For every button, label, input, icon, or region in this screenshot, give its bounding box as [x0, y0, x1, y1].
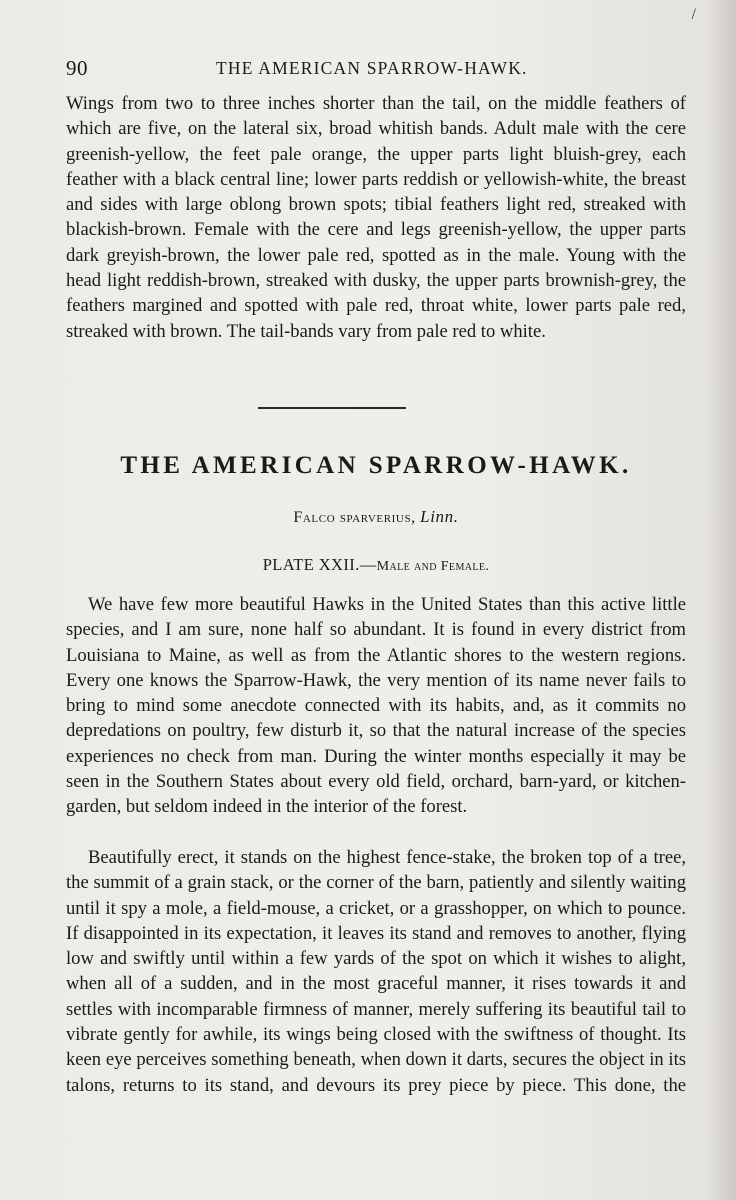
section-heading: THE AMERICAN SPARROW-HAWK.: [120, 452, 632, 479]
page-edge-shadow: [706, 0, 736, 1200]
corner-mark: /: [691, 6, 696, 23]
plate-number: PLATE XXII.—: [262, 555, 377, 574]
running-title: THE AMERICAN SPARROW-HAWK.: [216, 58, 528, 78]
plate-subject: Male and Female.: [376, 559, 490, 574]
running-head: [66, 56, 688, 82]
page-number: 90: [66, 56, 88, 80]
plate-caption: [66, 555, 686, 575]
description-paragraph: Wings from two to three inches shorter than the tail, on the middle feathers of which are five, on the lateral six, broad whitish bands. Adult male with the cere greenish-yellow, the feet pale orange, the upper parts light bluish-grey, each feather with a black central line; lower parts reddish or yellowish-white, the breast and sides with large oblong brown spots; tibial feathers light red, streaked with blackish-brown. Female with the cere and legs greenish-yellow, the upper parts dark greyish-brown, the lower pale red, spotted as in the male. Young with the head light reddish-brown, streaked with dusky, the upper parts brownish-grey, the feathers margined and spotted with pale red, throat white, lower parts pale red, streaked with brown. The tail-bands vary from pale red to white.: [66, 93, 686, 342]
body-paragraph-1: We have few more beautiful Hawks in the United States than this active little species, and I am sure, none half so abundant. It is found in every district from Louisiana to Maine, as well as from the Atlantic shores to the western regions. Every one knows the Sparrow-Hawk, the very mention of its name never fails to bring to mind some anecdote connected with its habits, and, as it commits no depredations on poultry, few disturb it, so that the natural increase of the species experiences no check from man. During the winter months especially it may be seen in the Southern States about every old field, orchard, barn-yard, or kitchen-garden, but seldom indeed in the interior of the forest.: [66, 594, 686, 818]
scientific-name: Falco sparverius,: [293, 509, 416, 526]
section-divider: [258, 407, 406, 409]
species-authority: Linn.: [420, 507, 459, 526]
body-paragraph-2: Beautifully erect, it stands on the highest fence-stake, the broken top of a tree, the summit of a grain stack, or the corner of the barn, patiently and silently waiting until it spy a mole, a field-mouse, a cricket, or a grasshopper, on which to pounce. If disappointed in its expectation, it leaves its stand and removes to another, flying low and swiftly until within a few yards of the spot on which it wishes to alight, when all of a sudden, and in the most graceful manner, it rises towards it and settles with incomparable firmness of manner, merely suffering its beautiful tail to vibrate gently for awhile, its wings being closed with the swiftness of thought. Its keen eye perceives something beneath, when down it darts, secures the object in its talons, returns to its stand, and devours its prey piece by piece. This done, the: [66, 847, 686, 1096]
species-name: [66, 507, 686, 527]
